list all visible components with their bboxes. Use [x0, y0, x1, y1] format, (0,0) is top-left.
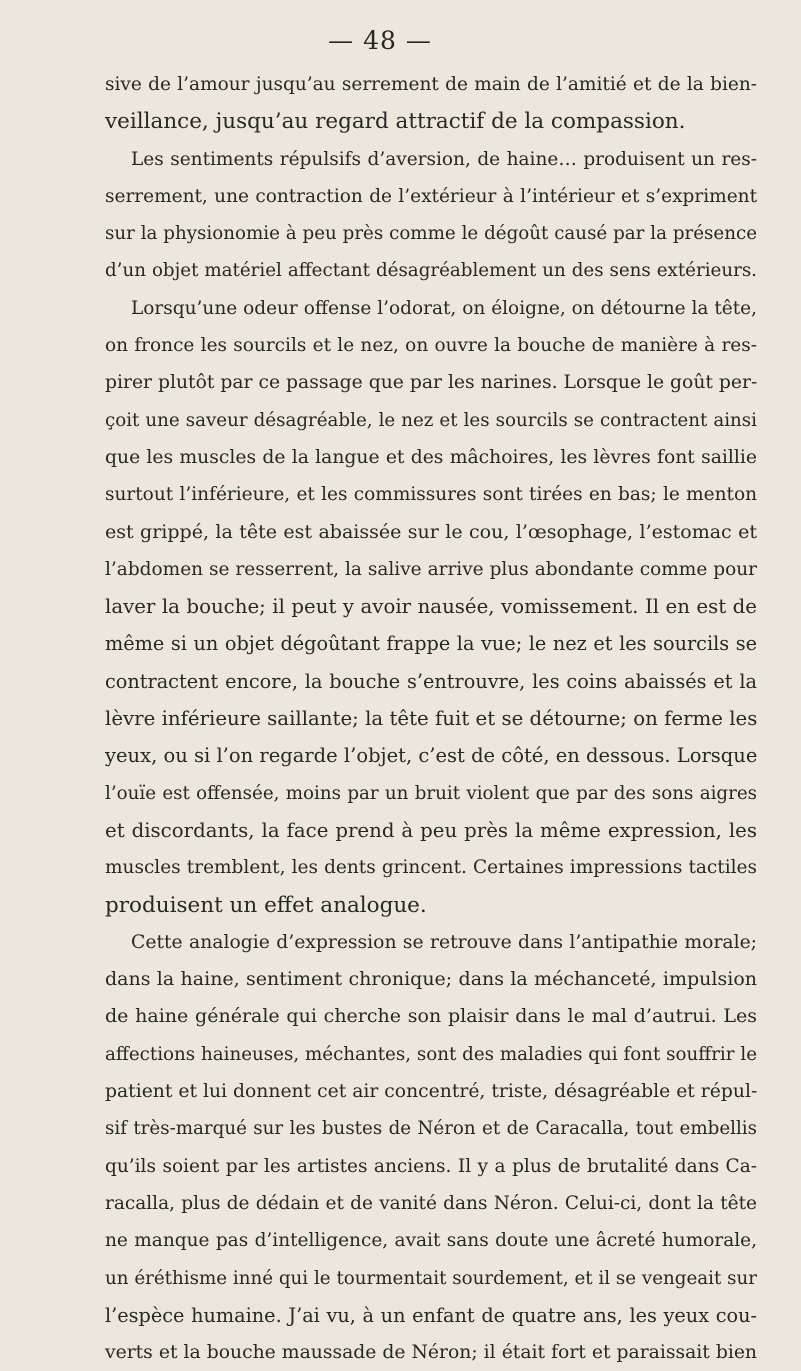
text-line: ne manque pas d’intelligence, avait sans doute une âcreté humorale, [105, 1230, 757, 1252]
text-line: verts et la bouche maussade de Néron; il était fort et paraissait bien [105, 1342, 757, 1364]
text-line: de haine générale qui cherche son plaisir dans le mal d’autrui. Les [105, 1005, 757, 1028]
text-line: racalla, plus de dédain et de vanité dans Néron. Celui-ci, dont la tête [105, 1192, 757, 1214]
text-line: est grippé, la tête est abaissée sur le cou, l’œsophage, l’estomac et [105, 520, 757, 543]
text-line: sif très-marqué sur les bustes de Néron et de Caracalla, tout embellis [105, 1118, 757, 1140]
text-line: qu’ils soient par les artistes anciens. Il y a plus de brutalité dans Ca- [105, 1155, 757, 1177]
text-line: serrement, une contraction de l’extérieur à l’intérieur et s’expriment [105, 185, 757, 207]
text-line: d’un objet matériel affectant désagréablement un des sens extérieurs. [105, 260, 757, 282]
text-line: surtout l’inférieure, et les commissures sont tirées en bas; le menton [105, 484, 757, 506]
text-line: un éréthisme inné qui le tourmentait sourdement, et il se vengeait sur [105, 1267, 757, 1289]
text-line: que les muscles de la langue et des mâchoires, les lèvres font saillie [105, 446, 757, 468]
text-line: pirer plutôt par ce passage que par les narines. Lorsque le goût per- [105, 372, 758, 394]
text-line: Les sentiments répulsifs d’aversion, de haine… produisent un res- [131, 148, 757, 170]
text-line: dans la haine, sentiment chronique; dans la méchanceté, impulsion [105, 968, 757, 991]
text-line: lèvre inférieure saillante; la tête fuit et se détourne; on ferme les [105, 707, 758, 731]
text-line: sur la physionomie à peu près comme le dégoût causé par la présence [105, 223, 757, 245]
text-line: patient et lui donnent cet air concentré, triste, désagréable et répul- [105, 1081, 758, 1103]
text-line: l’espèce humaine. J’ai vu, à un enfant de quatre ans, les yeux cou- [105, 1303, 757, 1327]
text-line: laver la bouche; il peut y avoir nausée, vomissement. Il en est de [105, 595, 757, 619]
text-line: l’abdomen se resserrent, la salive arrive plus abondante comme pour [105, 558, 757, 580]
text-line: yeux, ou si l’on regarde l’objet, c’est de côté, en dessous. Lorsque [105, 744, 758, 768]
body-text [105, 66, 757, 1371]
text-line: produisent un effet analogue. [105, 892, 427, 918]
text-line: veillance, jusqu’au regard attractif de la compassion. [105, 109, 686, 135]
text-line: et discordants, la face prend à peu près la même expression, les [105, 818, 757, 842]
text-line: contractent encore, la bouche s’entrouvre, les coins abaissés et la [105, 669, 757, 693]
page-number: — 48 — [328, 26, 432, 55]
text-line: Cette analogie d’expression se retrouve dans l’antipathie morale; [131, 931, 757, 953]
text-line: çoit une saveur désagréable, le nez et les sourcils se contractent ainsi [105, 409, 757, 431]
text-line: on fronce les sourcils et le nez, on ouvre la bouche de manière à res- [105, 335, 757, 357]
text-line: sive de l’amour jusqu’au serrement de main de l’amitié et de la bien- [105, 74, 757, 95]
text-line: affections haineuses, méchantes, sont des maladies qui font souffrir le [105, 1043, 757, 1065]
text-line: muscles tremblent, les dents grincent. Certaines impressions tactiles [105, 857, 757, 879]
text-line: même si un objet dégoûtant frappe la vue; le nez et les sourcils se [105, 632, 757, 656]
text-line: Lorsqu’une odeur offense l’odorat, on éloigne, on détourne la tête, [131, 297, 757, 319]
text-line: l’ouïe est offensée, moins par un bruit violent que par des sons aigres [105, 782, 757, 804]
